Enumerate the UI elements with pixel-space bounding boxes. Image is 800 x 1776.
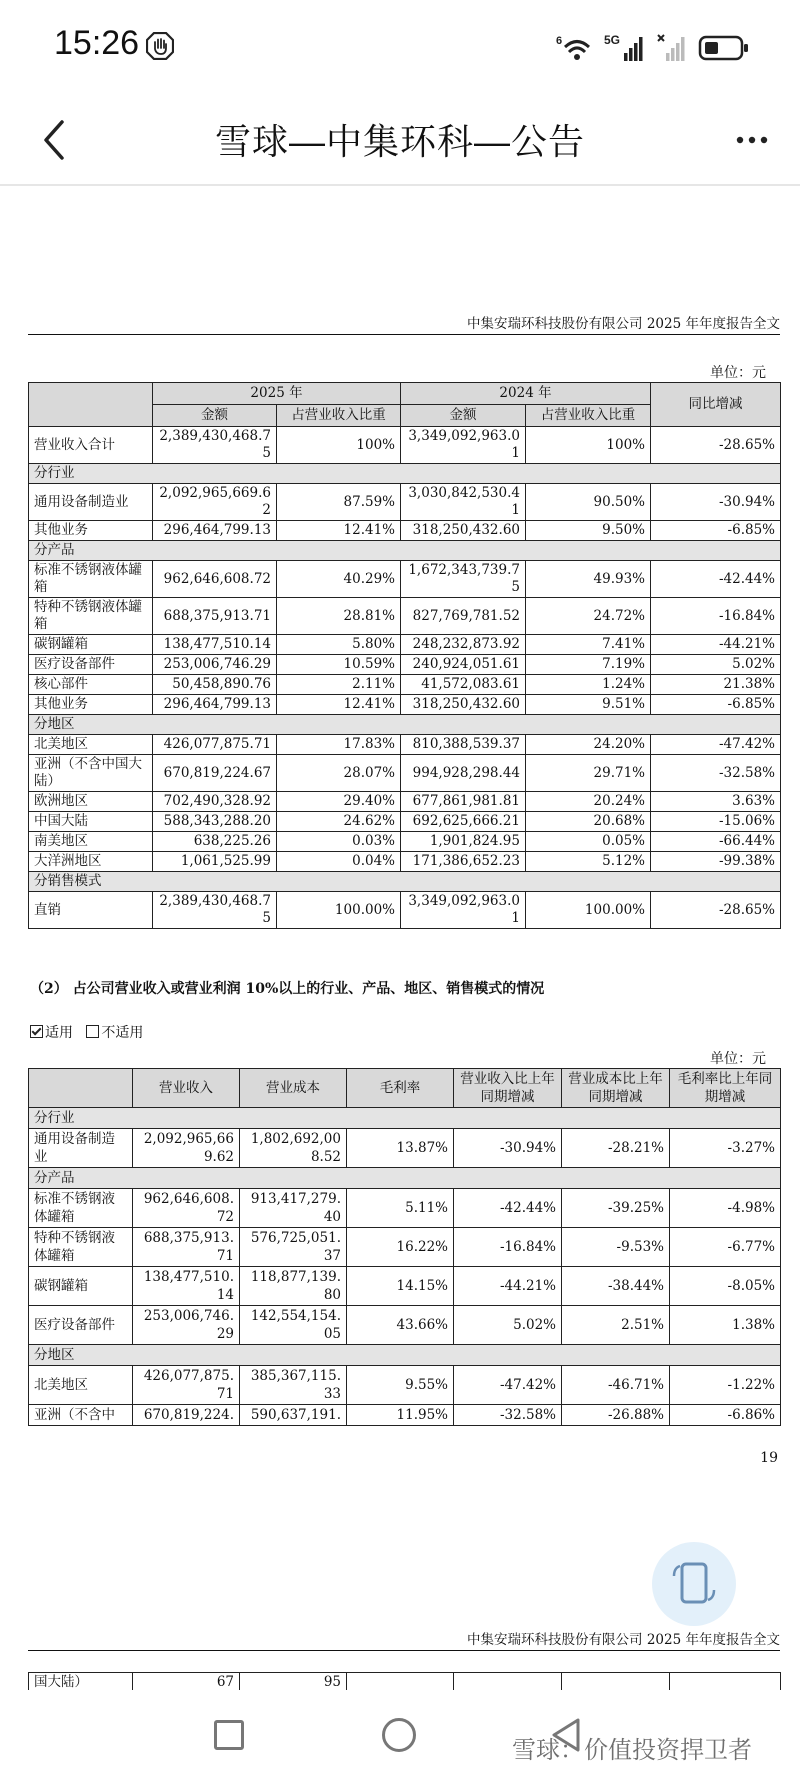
ratio-2024-cell: 100% [526, 427, 651, 464]
amount-2025-cell: 50,458,890.76 [153, 675, 277, 695]
value-cell: -1.22% [670, 1366, 781, 1405]
table-row [29, 892, 781, 929]
section-label: 分地区 [29, 1345, 781, 1366]
page-number: 19 [760, 1450, 778, 1466]
amount-2024-cell: 3,349,092,963.01 [401, 427, 526, 464]
table-row [29, 1306, 781, 1345]
yoy-cell: -6.85% [651, 521, 781, 541]
table-row [29, 1366, 781, 1405]
value-cell: 11.95% [347, 1405, 454, 1426]
ratio-2024-cell: 100.00% [526, 892, 651, 929]
table-row [29, 832, 781, 852]
ratio-2024-cell: 7.41% [526, 635, 651, 655]
value-cell: 1.38% [670, 1306, 781, 1345]
section-label: 分行业 [29, 1108, 781, 1129]
ratio-2025-cell: 29.40% [277, 792, 401, 812]
category-cell: 医疗设备部件 [29, 1306, 133, 1345]
ratio-2025-cell: 17.83% [277, 735, 401, 755]
table-row [29, 755, 781, 792]
ratio-2024-cell: 7.19% [526, 655, 651, 675]
yoy-cell: -99.38% [651, 852, 781, 872]
table-row [29, 484, 781, 521]
category-cell: 直销 [29, 892, 153, 929]
table-row [29, 852, 781, 872]
value-cell: 14.15% [347, 1267, 454, 1306]
value-cell: 385,367,115.33 [240, 1366, 347, 1405]
amount-2024-cell: 240,924,051.61 [401, 655, 526, 675]
not-applicable-label: 不适用 [101, 1025, 144, 1041]
ratio-2025-cell: 40.29% [277, 561, 401, 598]
next-page-rule [28, 1650, 780, 1651]
category-cell: 核心部件 [29, 675, 153, 695]
amount-2025-cell: 253,006,746.29 [153, 655, 277, 675]
amount-2025-cell: 670,819,224.67 [153, 755, 277, 792]
ratio-2024-cell: 49.93% [526, 561, 651, 598]
yoy-cell: -47.42% [651, 735, 781, 755]
category-cell: 北美地区 [29, 1366, 133, 1405]
value-cell: 9.55% [347, 1366, 454, 1405]
amount-2025-cell: 702,490,328.92 [153, 792, 277, 812]
ratio-2025-cell: 2.11% [277, 675, 401, 695]
header-amount-2025: 金额 [153, 405, 277, 427]
value-cell: 576,725,051.37 [240, 1228, 347, 1267]
header-yoy: 同比增减 [651, 383, 781, 427]
value-cell: -47.42% [454, 1366, 562, 1405]
category-cell: 大洋洲地区 [29, 852, 153, 872]
table-section-row [29, 715, 781, 735]
category-cell: 医疗设备部件 [29, 655, 153, 675]
category-cell: 碳钢罐箱 [29, 635, 153, 655]
yoy-cell: -32.58% [651, 755, 781, 792]
amount-2024-cell: 3,030,842,530.41 [401, 484, 526, 521]
category-cell: 碳钢罐箱 [29, 1267, 133, 1306]
amount-2024-cell: 318,250,432.60 [401, 521, 526, 541]
status-bar [0, 0, 800, 96]
unchecked-box-icon [86, 1025, 99, 1038]
category-cell: 国大陆） [29, 1673, 133, 1693]
applicable-label: 适用 [45, 1025, 73, 1041]
ratio-2024-cell: 90.50% [526, 484, 651, 521]
section-label: 分地区 [29, 715, 781, 735]
ratio-2025-cell: 12.41% [277, 521, 401, 541]
amount-2024-cell: 677,861,981.81 [401, 792, 526, 812]
amount-2025-cell: 588,343,288.20 [153, 812, 277, 832]
signal-muted-icon [656, 33, 686, 63]
table-row [29, 427, 781, 464]
amount-2025-cell: 2,092,965,669.62 [153, 484, 277, 521]
amount-2025-cell: 296,464,799.13 [153, 521, 277, 541]
value-cell: 43.66% [347, 1306, 454, 1345]
value-cell: -46.71% [562, 1366, 670, 1405]
value-cell: 590,637,191. [240, 1405, 347, 1426]
ratio-2025-cell: 12.41% [277, 695, 401, 715]
header-cell: 营业成本比上年同期增减 [562, 1069, 670, 1108]
value-cell: -28.21% [562, 1129, 670, 1168]
value-cell: -4.98% [670, 1189, 781, 1228]
value-cell: 5.11% [347, 1189, 454, 1228]
table-section-row [29, 541, 781, 561]
header-ratio-2024: 占营业收入比重 [526, 405, 651, 427]
status-icons [556, 30, 750, 66]
header-amount-2024: 金额 [401, 405, 526, 427]
value-cell: 5.02% [454, 1306, 562, 1345]
value-cell: 670,819,224. [133, 1405, 240, 1426]
section-label: 分产品 [29, 541, 781, 561]
table-section-row [29, 464, 781, 484]
amount-2024-cell: 1,901,824.95 [401, 832, 526, 852]
value-cell: 138,477,510.14 [133, 1267, 240, 1306]
table-row [29, 695, 781, 715]
amount-2024-cell: 692,625,666.21 [401, 812, 526, 832]
header-rule [28, 334, 780, 335]
value-cell: -8.05% [670, 1267, 781, 1306]
amount-2025-cell: 1,061,525.99 [153, 852, 277, 872]
category-cell: 标准不锈钢液体罐箱 [29, 1189, 133, 1228]
ratio-2024-cell: 29.71% [526, 755, 651, 792]
rotate-phone-icon [652, 1542, 736, 1626]
ratio-2024-cell: 20.24% [526, 792, 651, 812]
ratio-2024-cell: 9.51% [526, 695, 651, 715]
header-ratio-2025: 占营业收入比重 [277, 405, 401, 427]
value-cell: -3.27% [670, 1129, 781, 1168]
value-cell: 253,006,746.29 [133, 1306, 240, 1345]
ratio-2025-cell: 28.81% [277, 598, 401, 635]
section-label: 分产品 [29, 1168, 781, 1189]
ratio-2024-cell: 1.24% [526, 675, 651, 695]
header-year-2024: 2024 年 [401, 383, 651, 405]
table-row [29, 1228, 781, 1267]
category-cell: 亚洲（不含中国大陆） [29, 755, 153, 792]
value-cell: 16.22% [347, 1228, 454, 1267]
value-cell: -6.86% [670, 1405, 781, 1426]
nav-divider [0, 184, 800, 186]
category-cell: 南美地区 [29, 832, 153, 852]
section-heading: （2） 占公司营业收入或营业利润 10%以上的行业、产品、地区、销售模式的情况 [30, 981, 545, 997]
category-cell: 通用设备制造业 [29, 484, 153, 521]
watermark: 雪球：价值投资捍卫者 [512, 1737, 752, 1764]
value-cell: 1,802,692,008.52 [240, 1129, 347, 1168]
table-header-row [29, 1069, 781, 1108]
category-cell: 亚洲（不含中 [29, 1405, 133, 1426]
header-blank [29, 383, 153, 427]
section-label: 分销售模式 [29, 872, 781, 892]
amount-2024-cell: 248,232,873.92 [401, 635, 526, 655]
value-cell: -32.58% [454, 1405, 562, 1426]
hand-icon [146, 32, 174, 60]
amount-2025-cell: 688,375,913.71 [153, 598, 277, 635]
revenue-table [28, 382, 781, 929]
ratio-2025-cell: 24.62% [277, 812, 401, 832]
table-section-row [29, 1108, 781, 1129]
header-year-2025: 2025 年 [153, 383, 401, 405]
status-time: 15:26 [54, 24, 140, 62]
yoy-cell: -28.65% [651, 892, 781, 929]
header-cell [29, 1069, 133, 1108]
yoy-cell: -30.94% [651, 484, 781, 521]
table-row [29, 1267, 781, 1306]
category-cell: 特种不锈钢液体罐箱 [29, 1228, 133, 1267]
value-cell: -38.44% [562, 1267, 670, 1306]
yoy-cell: 3.63% [651, 792, 781, 812]
table-row [29, 598, 781, 635]
value-cell: 118,877,139.80 [240, 1267, 347, 1306]
amount-2025-cell: 138,477,510.14 [153, 635, 277, 655]
rotate-screen-button[interactable] [652, 1542, 736, 1626]
network-5g-label: 5G [604, 33, 621, 47]
value-cell: 13.87% [347, 1129, 454, 1168]
category-cell: 北美地区 [29, 735, 153, 755]
table-section-row [29, 1168, 781, 1189]
amount-2024-cell: 41,572,083.61 [401, 675, 526, 695]
value-cell: -30.94% [454, 1129, 562, 1168]
table-row [29, 675, 781, 695]
value-cell: -42.44% [454, 1189, 562, 1228]
ratio-2025-cell: 100.00% [277, 892, 401, 929]
yoy-cell: -16.84% [651, 598, 781, 635]
value-cell: -44.21% [454, 1267, 562, 1306]
page-title: 雪球—中集环科—公告 [214, 121, 585, 162]
checked-box-icon [30, 1025, 43, 1038]
ratio-2024-cell: 20.68% [526, 812, 651, 832]
ratio-2025-cell: 5.80% [277, 635, 401, 655]
value-cell: 142,554,154.05 [240, 1306, 347, 1345]
ratio-2025-cell: 0.04% [277, 852, 401, 872]
category-cell: 标准不锈钢液体罐箱 [29, 561, 153, 598]
value-cell: -26.88% [562, 1405, 670, 1426]
category-cell: 其他业务 [29, 521, 153, 541]
value-cell: -16.84% [454, 1228, 562, 1267]
header-cell: 营业收入比上年同期增减 [454, 1069, 562, 1108]
system-nav-bar [0, 1690, 800, 1776]
amount-2025-cell: 296,464,799.13 [153, 695, 277, 715]
amount-2024-cell: 1,672,343,739.75 [401, 561, 526, 598]
more-icon[interactable] [724, 112, 780, 168]
ratio-2025-cell: 0.03% [277, 832, 401, 852]
unit-label: 单位：元 [710, 365, 766, 381]
segment-margin-table [28, 1068, 781, 1426]
amount-2025-cell: 426,077,875.71 [153, 735, 277, 755]
table-row [29, 655, 781, 675]
recents-button[interactable] [214, 1720, 244, 1750]
amount-2024-cell: 3,349,092,963.01 [401, 892, 526, 929]
amount-2025-cell: 638,225.26 [153, 832, 277, 852]
table-row [29, 1129, 781, 1168]
table-section-row [29, 1345, 781, 1366]
wifi-icon [556, 33, 592, 63]
report-header: 中集安瑞环科技股份有限公司 2025 年年度报告全文 [467, 316, 780, 332]
category-cell: 通用设备制造业 [29, 1129, 133, 1168]
amount-2025-cell: 2,389,430,468.75 [153, 427, 277, 464]
amount-2024-cell: 810,388,539.37 [401, 735, 526, 755]
table-row [29, 812, 781, 832]
ratio-2024-cell: 0.05% [526, 832, 651, 852]
value-cell: -39.25% [562, 1189, 670, 1228]
category-cell: 其他业务 [29, 695, 153, 715]
ratio-2024-cell: 5.12% [526, 852, 651, 872]
next-page-header: 中集安瑞环科技股份有限公司 2025 年年度报告全文 [467, 1632, 780, 1648]
yoy-cell: -28.65% [651, 427, 781, 464]
header-cell: 营业成本 [240, 1069, 347, 1108]
table-row [29, 561, 781, 598]
amount-2024-cell: 318,250,432.60 [401, 695, 526, 715]
amount-2024-cell: 827,769,781.52 [401, 598, 526, 635]
value-cell: 426,077,875.71 [133, 1366, 240, 1405]
ratio-2025-cell: 87.59% [277, 484, 401, 521]
ratio-2024-cell: 24.72% [526, 598, 651, 635]
value-cell: 95 [240, 1673, 347, 1693]
header-cell: 毛利率比上年同期增减 [670, 1069, 781, 1108]
section-label: 分行业 [29, 464, 781, 484]
yoy-cell: 21.38% [651, 675, 781, 695]
category-cell: 特种不锈钢液体罐箱 [29, 598, 153, 635]
header-cell: 毛利率 [347, 1069, 454, 1108]
value-cell: 2,092,965,669.62 [133, 1129, 240, 1168]
value-cell: 913,417,279.40 [240, 1189, 347, 1228]
value-cell: -6.77% [670, 1228, 781, 1267]
battery-icon [698, 33, 750, 63]
amount-2024-cell: 171,386,652.23 [401, 852, 526, 872]
category-cell: 欧洲地区 [29, 792, 153, 812]
yoy-cell: -66.44% [651, 832, 781, 852]
applicable-options [30, 1022, 143, 1042]
value-cell: -9.53% [562, 1228, 670, 1267]
ratio-2025-cell: 10.59% [277, 655, 401, 675]
signal-icon [604, 33, 644, 63]
yoy-cell: -42.44% [651, 561, 781, 598]
network-6-label: 6 [556, 35, 563, 47]
amount-2025-cell: 962,646,608.72 [153, 561, 277, 598]
table-section-row [29, 872, 781, 892]
value-cell: 67 [133, 1673, 240, 1693]
header-cell: 营业收入 [133, 1069, 240, 1108]
home-button[interactable] [382, 1718, 416, 1752]
ratio-2025-cell: 28.07% [277, 755, 401, 792]
table-row [29, 792, 781, 812]
amount-2025-cell: 2,389,430,468.75 [153, 892, 277, 929]
table-row [29, 521, 781, 541]
ratio-2024-cell: 24.20% [526, 735, 651, 755]
table-row [29, 635, 781, 655]
value-cell: 962,646,608.72 [133, 1189, 240, 1228]
table-row [29, 735, 781, 755]
yoy-cell: -6.85% [651, 695, 781, 715]
nav-bar [0, 96, 800, 184]
unit-label-2: 单位：元 [710, 1051, 766, 1067]
ratio-2024-cell: 9.50% [526, 521, 651, 541]
table-row [29, 1189, 781, 1228]
yoy-cell: 5.02% [651, 655, 781, 675]
category-cell: 营业收入合计 [29, 427, 153, 464]
ratio-2025-cell: 100% [277, 427, 401, 464]
category-cell: 中国大陆 [29, 812, 153, 832]
yoy-cell: -44.21% [651, 635, 781, 655]
value-cell: 688,375,913.71 [133, 1228, 240, 1267]
value-cell: 2.51% [562, 1306, 670, 1345]
table-row [29, 1405, 781, 1426]
yoy-cell: -15.06% [651, 812, 781, 832]
amount-2024-cell: 994,928,298.44 [401, 755, 526, 792]
